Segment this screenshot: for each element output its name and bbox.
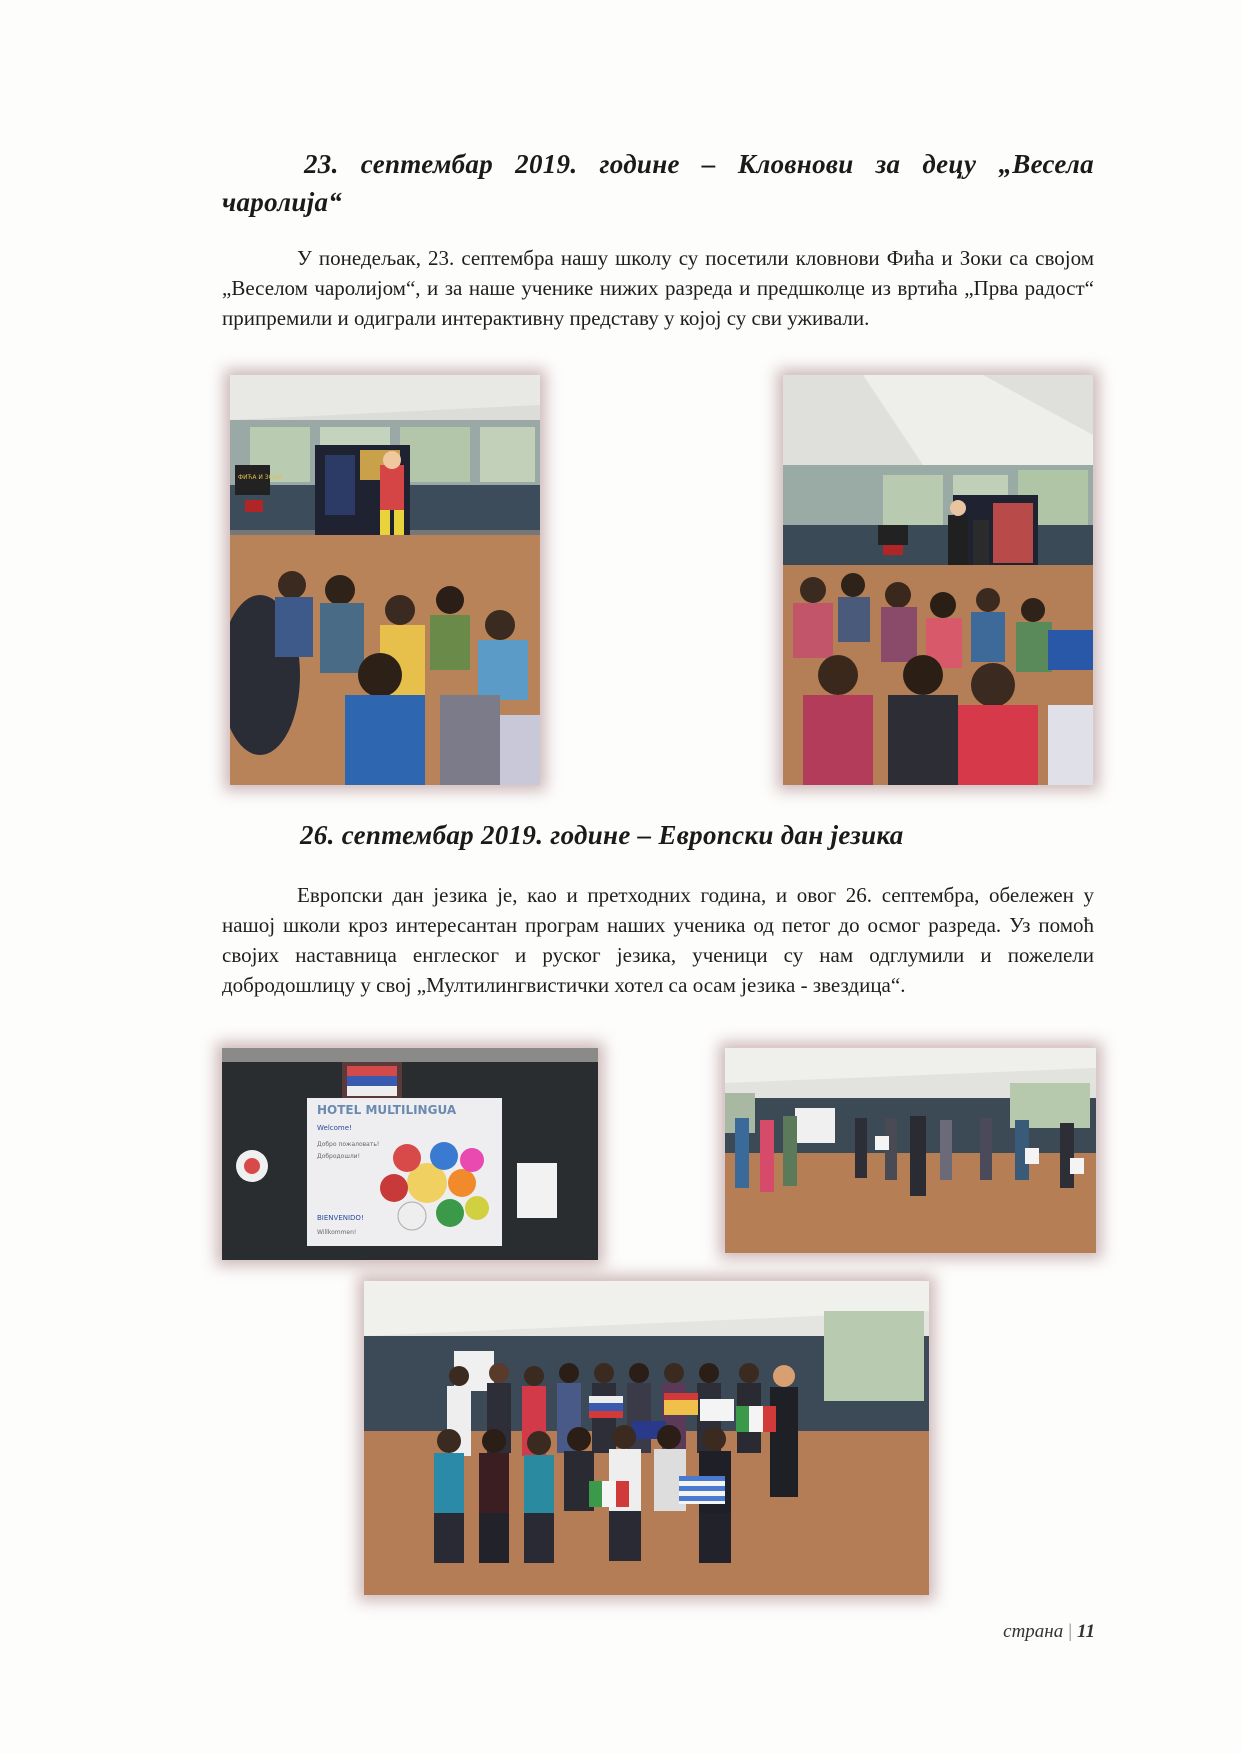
photo-group-flags [364, 1281, 929, 1595]
section-heading-clowns: 23. септембар 2019. године – Кловнови за децу „Весела чаролија“ [222, 149, 1094, 217]
section-paragraph-languages: Европски дан језика је, као и претходних година, и овог 26. септембра, обележен у нашој школи кроз интересантан програм наших ученика од петог до осмог разреда. Уз помоћ својих наставница енглеског и руског језика, ученици су нам одглумили и пожелели добродошлицу у свој „Мултилингвистички хотел са осам језика - звездица“. [222, 883, 1094, 997]
poster-line-1: Welcome! [317, 1124, 352, 1132]
page-footer [1003, 1621, 1095, 1643]
footer-separator: | [1068, 1621, 1073, 1642]
poster-line-4: BIENVENIDO! [317, 1214, 364, 1222]
poster-title: HOTEL MULTILINGUA [317, 1103, 457, 1117]
poster-line-3: Добродошли! [317, 1153, 360, 1160]
footer-label: страна [1003, 1621, 1064, 1642]
section-heading-languages: 26. септембар 2019. године – Европски дан језика [300, 820, 904, 850]
poster-text: ФИЋА И ЗОКИ [238, 474, 283, 481]
page-number: 11 [1077, 1621, 1095, 1642]
poster-line-5: Willkommen! [317, 1229, 357, 1236]
photo-clown-show-2 [783, 375, 1093, 785]
photo-students-line [725, 1048, 1096, 1253]
photo-clown-show-1 [230, 375, 540, 785]
poster-line-2: Добро пожаловать! [317, 1141, 380, 1148]
photo-hotel-poster [222, 1048, 598, 1260]
section-paragraph-clowns: У понедељак, 23. септембра нашу школу су посетили кловнови Фића и Зоки са својом „Веселом чаролијом“, и за наше ученике нижих разреда и предшколце из вртића „Прва радост“ припремили и одиграли интерактивну представу у којој су сви уживали. [222, 246, 1094, 330]
